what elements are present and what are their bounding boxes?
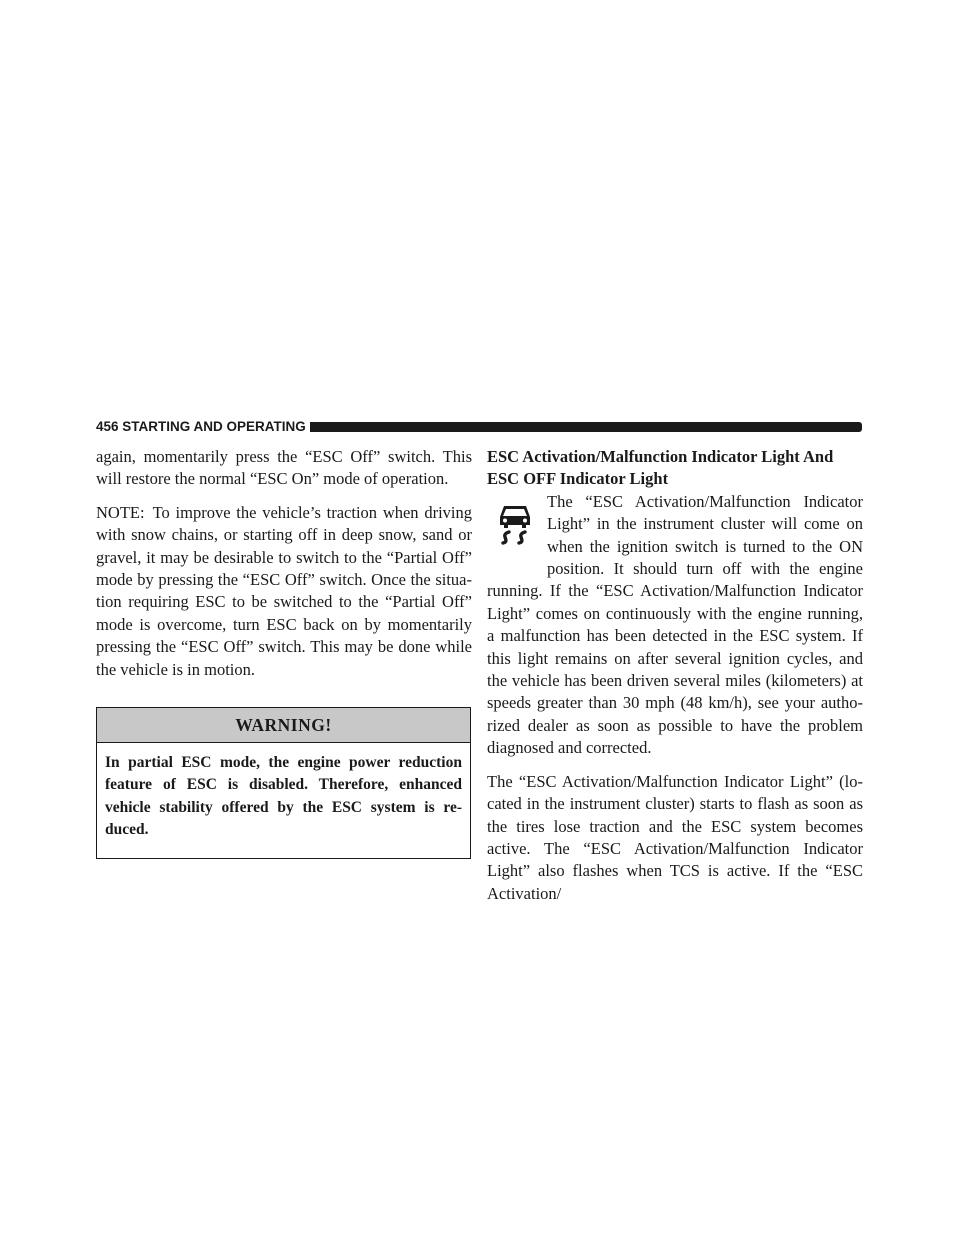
warning-box	[96, 707, 471, 859]
warning-title: WARNING!	[97, 708, 470, 743]
continuation-paragraph: again, momentarily press the “ESC Off” switch. This will restore the normal “ESC On” mode of operation.	[96, 447, 472, 489]
section-title-line-1: ESC Activation/Malfunction Indicator Light And	[487, 447, 834, 466]
right-column	[487, 446, 863, 916]
indicator-light-paragraph-1: The “ESC Activation/Malfunction Indicator Light” in the instrument cluster will come on when the ignition switch is turned to the ON position. It should turn off with the engine running. If the “ESC Activation/Malfunction Indicator Light” comes on continuously with the engine running, a malfunction has been detected in the ESC system. If this light remains on after several ignition cycles, and the vehicle has been driven several miles (kilometers) at speeds greater than 30 mph (48 km/h), see your autho-rized dealer as soon as possible to have the problem diagnosed and corrected.	[487, 491, 863, 758]
esc-skid-car-icon	[487, 491, 547, 565]
section-title-line-2: ESC OFF Indicator Light	[487, 469, 669, 489]
page-header	[96, 420, 862, 434]
note-text: To improve the vehicle’s traction when driving with snow chains, or starting off in deep snow, sand or gravel, it may be desirable to switch to the “Partial Off” mode by pressing the “ESC Off” switch. Once the situa-tion requiring ESC to be switched to the “Partial Off” mode is overcome, turn ESC back on by momentarily pressing the “ESC Off” switch. This may be done while the vehicle is in motion.	[96, 502, 472, 679]
section-title	[487, 446, 863, 491]
left-column	[96, 446, 472, 859]
warning-text: In partial ESC mode, the engine power reduction feature of ESC is disabled. Therefore, enhanced vehicle stability offered by the ESC system is re-duced.	[105, 754, 462, 839]
indicator-light-paragraph-2: The “ESC Activation/Malfunction Indicator Light” (lo-cated in the instrument cluster) starts to flash as soon as the tires lose traction and the ESC system becomes active. The “ESC Activation/Malfunction Indicator Light” also flashes when TCS is active. If the “ESC Activation/	[487, 771, 863, 903]
note-paragraph	[96, 502, 472, 681]
page-number-section-title: 456 STARTING AND OPERATING	[96, 419, 306, 434]
note-label: NOTE:	[96, 502, 145, 522]
intro-block	[487, 491, 863, 760]
header-rule-bar	[310, 422, 862, 432]
